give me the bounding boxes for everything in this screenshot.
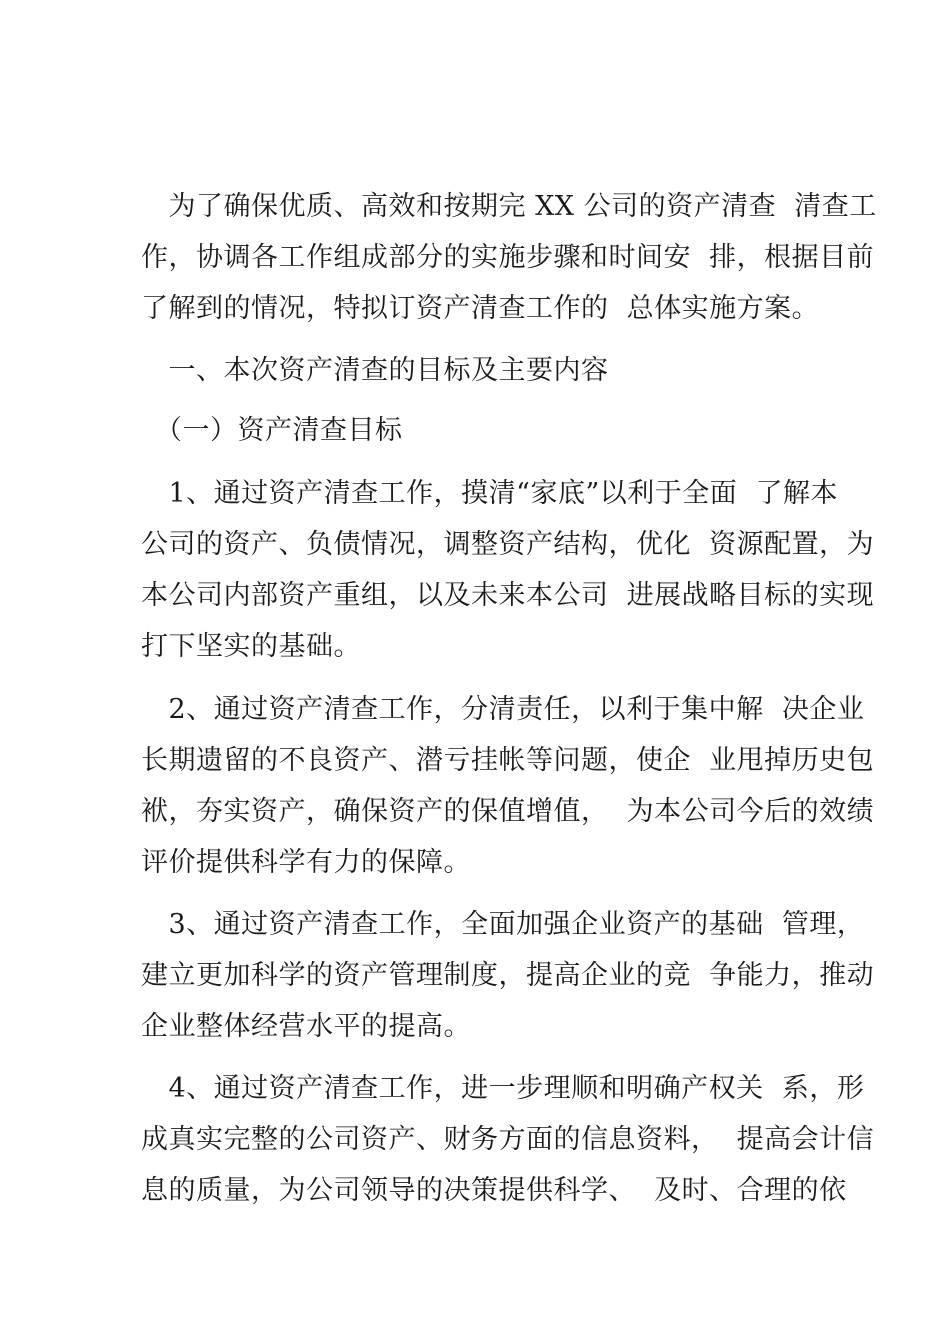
goal-2-line-2: 长期遗留的不良资产、潜亏挂帐等问题，使企 业甩掉历史包 (141, 745, 875, 776)
intro-line-2: 作，协调各工作组成部分的实施步骤和时间安 排，根据目前 (141, 242, 875, 273)
intro-line-1: 为了确保优质、高效和按期完 XX 公司的资产清查 清查工 (141, 191, 877, 222)
goal-3-line-1: 3、通过资产清查工作，全面加强企业资产的基础 管理， (141, 909, 865, 940)
goal-1-line-3: 本公司内部资产重组，以及未来本公司 进展战略目标的实现 (141, 580, 875, 611)
goal-3-line-2: 建立更加科学的资产管理制度，提高企业的竞 争能力，推动 (141, 960, 875, 991)
goal-4-line-2: 成真实完整的公司资产、财务方面的信息资料， 提高会计信 (141, 1124, 875, 1155)
goal-1-line-2: 公司的资产、负债情况，调整资产结构，优化 资源配置，为 (141, 529, 875, 560)
goal-3-line-3: 企业整体经营水平的提高。 (141, 1011, 471, 1042)
goal-1-line-1: 1、通过资产清查工作，摸清“家底”以利于全面 了解本 (141, 478, 838, 509)
section-heading: 一、本次资产清查的目标及主要内容 (141, 355, 609, 386)
goal-4-line-1: 4、通过资产清查工作，进一步理顺和明确产权关 系，形 (141, 1073, 865, 1104)
goal-4-line-3: 息的质量，为公司领导的决策提供科学、 及时、合理的依 (141, 1175, 847, 1206)
goal-2-line-1: 2、通过资产清查工作，分清责任，以利于集中解 决企业 (141, 694, 865, 725)
subsection-heading: （一）资产清查目标 (141, 415, 403, 446)
goal-2-line-4: 评价提供科学有力的保障。 (141, 847, 471, 878)
goal-2-line-3: 袱，夯实资产，确保资产的保值增值， 为本公司今后的效绩 (141, 796, 875, 827)
goal-1-line-4: 打下坚实的基础。 (141, 631, 361, 662)
intro-line-3: 了解到的情况，特拟订资产清查工作的 总体实施方案。 (141, 293, 820, 324)
